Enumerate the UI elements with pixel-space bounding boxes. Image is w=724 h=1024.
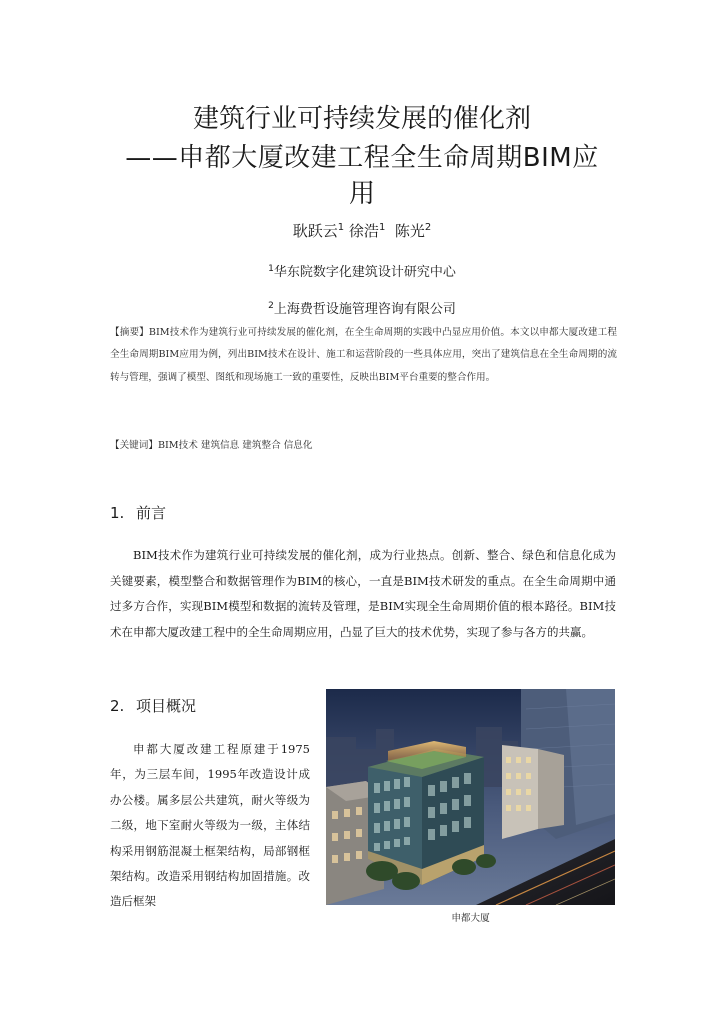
section-overview-paragraph: 申都大厦改建工程原建于1975年，为三层车间，1995年改造设计成办公楼。属多层公共建筑，耐火等级为二级，地下室耐火等级为一级，主体结构采用钢筋混凝土框架结构，局部钢框架结构。改造采用钢结构加固措施。改造后框架 [110, 742, 310, 909]
affiliation-mark: 2 [268, 301, 274, 311]
paper-title-line-3: 用 [348, 179, 375, 209]
building-illustration [326, 689, 615, 905]
figure-caption: 申都大厦 [451, 913, 490, 924]
author-affiliation-mark: 2 [424, 222, 432, 233]
section-number: 2. [110, 697, 125, 715]
paper-title-line-2: ——申都大厦改建工程全生命周期BIM应 [125, 143, 599, 173]
author-list [0, 216, 724, 243]
section-title: 项目概况 [136, 697, 197, 715]
abstract-label: 【摘要】 [110, 327, 149, 338]
affiliation-1 [0, 258, 724, 284]
author-name: 耿跃云 [292, 222, 338, 240]
keywords [110, 436, 617, 456]
author-affiliation-mark: 1 [378, 222, 386, 233]
keywords-label: 【关键词】 [110, 440, 158, 451]
affiliation-mark: 1 [268, 264, 274, 274]
keywords-text: BIM技术 建筑信息 建筑整合 信息化 [157, 440, 313, 451]
section-heading-intro [110, 502, 166, 524]
right-building [502, 745, 564, 839]
author-name: 陈光 [394, 222, 425, 240]
abstract [110, 322, 617, 389]
affiliation-name: 华东院数字化建筑设计研究中心 [273, 265, 456, 280]
abstract-text: BIM技术作为建筑行业可持续发展的催化剂，在全生命周期的实践中凸显应用价值。本文以申都大厦改建工程全生命周期BIM应用为例，列出BIM技术在设计、施工和运营阶段的一些具体应用，突出了建筑信息在全生命周期的流转与管理，强调了模型、图纸和现场施工一致的重要性，反映出BIM平台重要的整合作用。 [110, 327, 617, 383]
paper-title-line-1: 建筑行业可持续发展的催化剂 [192, 104, 531, 134]
section-title: 前言 [136, 504, 167, 522]
building-photo [326, 689, 615, 905]
affiliation-2 [0, 295, 724, 321]
section-intro-paragraph: BIM技术作为建筑行业可持续发展的催化剂，成为行业热点。创新、整合、绿色和信息化成为关键要素，模型整合和数据管理作为BIM的核心，一直是BIM技术研发的重点。在全生命周期中通过多方合作，实现BIM模型和数据的流转及管理，是BIM实现全生命周期价值的根本路径。BIM技术在申都大厦改建工程中的全生命周期应用，凸显了巨大的技术优势，实现了参与各方的共赢。 [110, 548, 616, 639]
section-heading-overview [110, 695, 196, 717]
author-affiliation-mark: 1 [337, 222, 345, 233]
author-name: 徐浩 [348, 222, 379, 240]
affiliation-name: 上海费哲设施管理咨询有限公司 [273, 302, 456, 317]
section-number: 1. [110, 504, 125, 522]
